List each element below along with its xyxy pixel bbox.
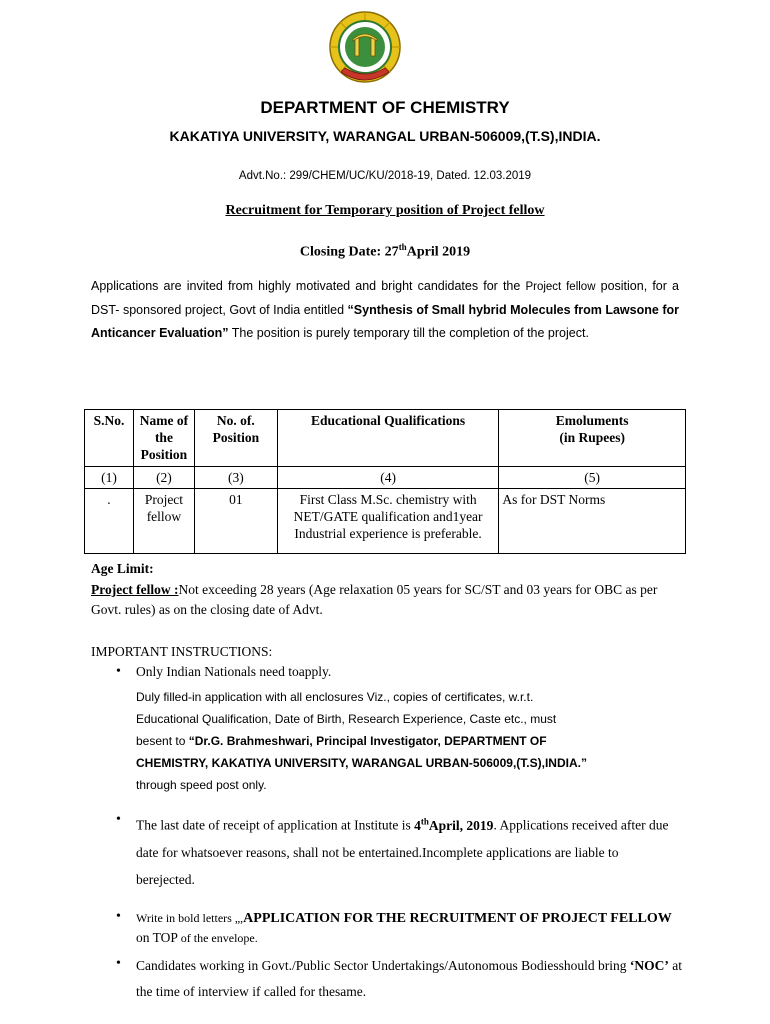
detail-line: besent to “Dr.G. Brahmeshwari, Principal Investigator, DEPARTMENT OF — [136, 734, 547, 748]
intro-text-1: Applications are invited from highly motivated and bright candidates for the — [91, 279, 526, 293]
header-qualifications: Educational Qualifications — [277, 410, 499, 467]
table-cell: (5) — [499, 467, 686, 489]
university-emblem — [327, 10, 403, 88]
recruitment-title: Recruitment for Temporary position of Project fellow — [225, 203, 545, 218]
bullet-icon: • — [116, 956, 121, 971]
table-row — [85, 489, 686, 554]
detail-line: Educational Qualification, Date of Birth, Research Experience, Caste etc., must — [136, 712, 557, 726]
age-limit-heading: Age Limit: — [91, 561, 154, 576]
header-name: Name of the Position — [133, 410, 194, 467]
closing-date — [0, 242, 770, 261]
instruction-2: The last date of receipt of application at Institute is 4thApril, 2019. Applications received after due date for whatsoever reasons, shall not be entertained.Incomplete applications are liable to berejected. — [136, 816, 669, 887]
pi-address: “Dr.G. Brahmeshwari, Principal Investigator, DEPARTMENT OF — [188, 734, 547, 748]
table-cell: (4) — [277, 467, 499, 489]
position-table — [84, 409, 686, 554]
table-header-row — [85, 410, 686, 467]
closing-date-sup: th — [398, 242, 407, 252]
table-cell: (1) — [85, 467, 134, 489]
bullet-icon: • — [116, 664, 121, 679]
age-limit-text — [91, 580, 691, 620]
table-cell: As for DST Norms — [499, 489, 686, 554]
instructions-heading: IMPORTANT INSTRUCTIONS: — [91, 644, 273, 659]
intro-text-3: The position is purely temporary till the completion of the project. — [228, 326, 589, 340]
detail-line: Duly filled-in application with all enclosures Viz., copies of certificates, w.r.t. — [136, 690, 534, 704]
instruction-1: Only Indian Nationals need toapply. — [136, 664, 332, 679]
table-cell: Project fellow — [133, 489, 194, 554]
project-title: “Synthesis of Small hybrid Molecules from Lawsone for Anticancer Evaluation” — [91, 303, 679, 340]
age-limit-body: Not exceeding 28 years (Age relaxation 05 years for SC/ST and 03 years for OBC as per Govt. rules) as on the closing date of Advt. — [91, 582, 658, 617]
detail-line: through speed post only. — [136, 778, 267, 792]
table-cell: (2) — [133, 467, 194, 489]
bullet-icon: • — [116, 909, 121, 924]
advertisement-number: Advt.No.: 299/CHEM/UC/KU/2018-19, Dated. 12.03.2019 — [238, 170, 532, 182]
age-limit-label: Project fellow : — [91, 582, 179, 597]
table-cell: (3) — [194, 467, 277, 489]
header-count: No. of. Position — [194, 410, 277, 467]
department-title: DEPARTMENT OF CHEMISTRY — [260, 98, 510, 117]
intro-text-2: position, for a DST- sponsored project, Govt of India entitled — [91, 279, 679, 317]
table-cell: 01 — [194, 489, 277, 554]
closing-date-suffix: April 2019 — [406, 244, 471, 260]
intro-position: Project fellow — [525, 281, 596, 293]
header-sno: S.No. — [85, 410, 134, 467]
table-number-row — [85, 467, 686, 489]
instruction-4: Candidates working in Govt./Public Sector Undertakings/Autonomous Bodiesshould bring ‘NOC’ at the time of interview if called for thesame. — [136, 958, 682, 999]
intro-paragraph — [91, 275, 679, 345]
detail-line: CHEMISTRY, KAKATIYA UNIVERSITY, WARANGAL URBAN-506009,(T.S),INDIA.” — [136, 756, 587, 770]
closing-date-prefix: Closing Date: 27 — [299, 244, 399, 260]
table-cell: First Class M.Sc. chemistry with NET/GATE qualification and1year Industrial experience is preferable. — [277, 489, 499, 554]
header-emoluments: Emoluments (in Rupees) — [499, 410, 686, 467]
table-cell: . — [85, 489, 134, 554]
instruction-1-details — [136, 686, 696, 796]
instruction-3: Write in bold letters „,APPLICATION FOR THE RECRUITMENT OF PROJECT FELLOW on TOP of the envelope. — [136, 911, 672, 945]
university-address: KAKATIYA UNIVERSITY, WARANGAL URBAN-506009,(T.S),INDIA. — [169, 128, 601, 144]
bullet-icon: • — [116, 812, 121, 827]
